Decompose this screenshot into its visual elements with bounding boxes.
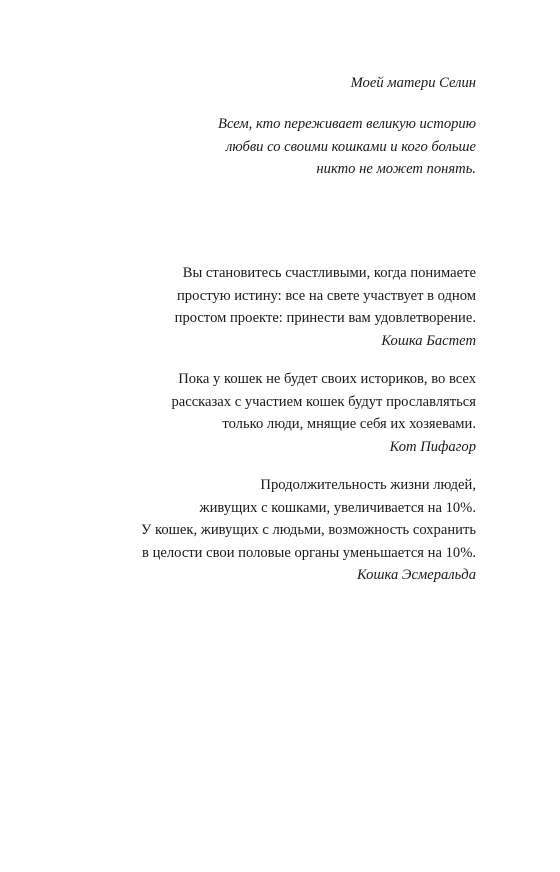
dedication-mother (351, 72, 476, 95)
epigraph-pythagoras (171, 368, 476, 458)
dedication-cats-line: никто не может понять. (316, 161, 476, 177)
epigraph-esmeralda (141, 474, 476, 587)
epigraph-line: рассказах с участием кошек будут прославляться (171, 393, 476, 410)
epigraph-line: Продолжительность жизни людей, (260, 477, 476, 493)
epigraph-line: только люди, мнящие себя их хозяевами. (222, 416, 476, 432)
epigraph-line: Вы становитесь счастливыми, когда понимаете (182, 265, 476, 281)
epigraph-line: живущих с кошками, увеличивается на 10%. (199, 499, 476, 516)
epigraph-author: Кошка Бастет (381, 332, 476, 349)
epigraph-bastet (175, 262, 476, 352)
epigraph-line: в целости свои половые органы уменьшается на 10%. (142, 544, 476, 561)
dedication-mother-text: Моей матери Селин (350, 75, 476, 91)
dedication-cats (218, 113, 476, 181)
epigraph-line: простую истину: все на свете участвует в одном (176, 287, 476, 304)
epigraph-author: Кот Пифагор (389, 438, 476, 455)
dedication-cats-line: Всем, кто переживает великую историю (218, 116, 476, 132)
epigraph-line: Пока у кошек не будет своих историков, во всех (178, 371, 476, 387)
epigraph-line: простом проекте: принести вам удовлетворение. (174, 310, 476, 326)
epigraph-author: Кошка Эсмеральда (357, 567, 476, 583)
epigraph-line: У кошек, живущих с людьми, возможность сохранить (141, 522, 476, 538)
dedication-cats-line: любви со своими кошками и кого больше (226, 138, 476, 155)
